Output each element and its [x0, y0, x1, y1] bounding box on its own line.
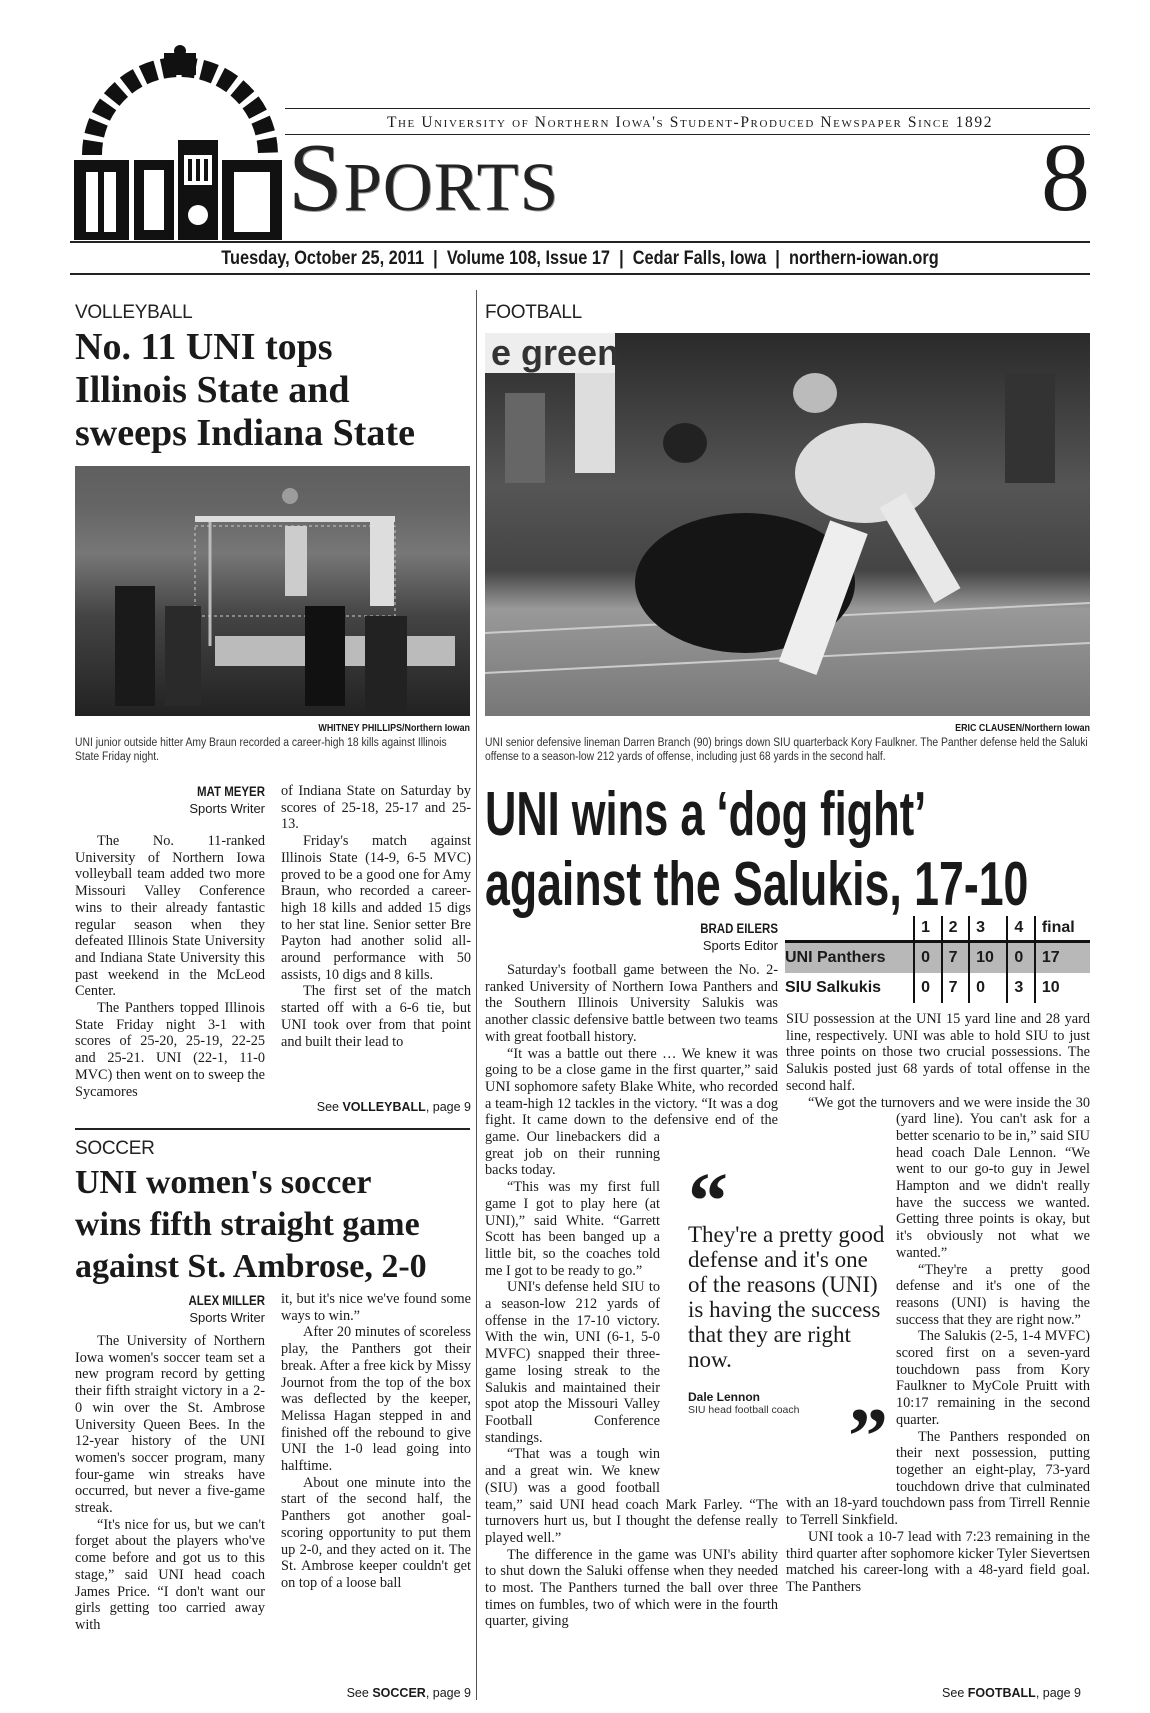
open-quote-icon: “ [688, 1158, 728, 1246]
headline-line: UNI women's soccer [75, 1164, 372, 1201]
photo-credit: WHITNEY PHILLIPS/Northern Iowan [318, 722, 470, 734]
paragraph: it, but it's nice we've found some ways to win.” [281, 1291, 471, 1324]
football-headline [485, 780, 1150, 920]
score-cell: 0 [914, 942, 942, 974]
section-label-football: FOOTBALL [485, 302, 582, 323]
paragraph: The first set of the match started off with a 6-6 tie, but UNI took over from that point and built their lead to [281, 983, 471, 1050]
headline-line: wins fifth straight game [75, 1206, 420, 1243]
score-cell: 7 [942, 942, 970, 974]
author-role: Sports Writer [189, 801, 265, 816]
final-header: final [1035, 916, 1090, 942]
section-title: Sports [288, 124, 560, 232]
paragraph: “They're a pretty good defense and it's one of the reasons (UNI) is having the success that they are right now.” [896, 1261, 1090, 1328]
soccer-column-1 [75, 1333, 265, 1634]
scoreboard [785, 916, 1090, 1003]
headline-line: against the Salukis, 17-10 [485, 850, 1029, 919]
jump-line: See VOLLEYBALL, page 9 [316, 1100, 471, 1114]
football-tackle-image [485, 333, 1090, 716]
close-quote-icon: ” [848, 1393, 888, 1481]
photo-caption: UNI senior defensive lineman Darren Branch (90) brings down SIU quarterback Kory Faulkner. The Panther defense held the Saluki offense to a season-low 212 yards of offense, including just 68 yards in the second half. [485, 737, 1088, 763]
paragraph: Saturday's football game between the No. 2-ranked University of Northern Iowa Panthers and the Southern Illinois University Salukis was another classic defensive battle between two teams with great football history. [485, 962, 778, 1045]
page-number: 8 [1041, 124, 1090, 232]
pull-quote-text: They're a pretty good defense and it's one of the reasons (UNI) is having the success that they are right now. [688, 1222, 885, 1372]
headline-line: against St. Ambrose, 2-0 [75, 1248, 427, 1285]
uni-logo [72, 45, 287, 240]
photo-caption: UNI junior outside hitter Amy Braun recorded a career-high 18 kills against Illinois State Friday night. [75, 737, 447, 763]
author-name: MAT MEYER [197, 784, 265, 799]
paragraph: The Salukis (2-5, 1-4 MVFC) scored first on a seven-yard touchdown pass from Kory Faulkner to MyCole Pruitt with 10:17 remaining in the second quarter. [896, 1328, 1090, 1428]
byline [75, 1292, 265, 1326]
football-photo [485, 333, 1090, 716]
score-cell: 17 [1035, 942, 1090, 974]
paragraph: The difference in the game was UNI's ability to shut down the Saluki offense when they needed to most. The Panthers turned the ball over three times on fumbles, two of which were in the fourth quarter, giving [485, 1546, 778, 1630]
jump-line: See SOCCER, page 9 [346, 1686, 471, 1700]
author-role: Sports Writer [189, 1310, 265, 1325]
volleyball-column-1 [75, 833, 265, 1100]
paragraph: The No. 11-ranked University of Northern Iowa volleyball team added two more Missouri Valley Conference wins to their already fantastic regular season when they defeated Illinois State University and Indiana State University this past weekend in the McLeod Center. [75, 833, 265, 1000]
author-name: BRAD EILERS [700, 921, 778, 936]
paragraph: The Panthers topped Illinois State Friday night 3-1 with scores of 25-20, 25-19, 22-25 and 25-21. UNI (22-1, 11-0 MVC) then went on to sweep the Sycamores [75, 1000, 265, 1100]
volleyball-photo [75, 466, 470, 716]
column-divider [476, 290, 477, 1700]
dateline: Tuesday, October 25, 2011 | Volume 108, Issue 17 | Cedar Falls, Iowa | northern-iowan.org [221, 248, 939, 269]
paragraph: SIU possession at the UNI 15 yard line and 28 yard line, respectively. UNI was able to hold SIU to just three points on those two crucial possessions. The Salukis posted just 68 yards of total offense in the second half. [786, 1011, 1090, 1094]
paragraph: “It's nice for us, but we can't forget about the players who've come before and got us to this stage,” said UNI head coach James Price. “I don't want our girls getting too carried away with [75, 1516, 265, 1633]
pull-quote-name: Dale Lennon [688, 1390, 761, 1404]
team-name: UNI Panthers [785, 942, 914, 974]
paragraph: UNI's defense held SIU to a season-low 212 yards of offense in the 17-10 victory. With the win, UNI (6-1, 5-0 MVFC) snapped their three-game losing streak to the Salukis and maintained their spot atop the Missouri Valley Football Conference standings. [485, 1279, 660, 1446]
paragraph: UNI took a 10-7 lead with 7:23 remaining in the third quarter after sophomore kicker Tyler Sievertsen matched his career-long with a 48-yard field goal. The Panthers [786, 1528, 1090, 1595]
byline [585, 920, 778, 954]
score-cell: 3 [1007, 973, 1035, 1003]
paragraph: of Indiana State on Saturday by scores of 25-18, 25-17 and 25-13. [281, 783, 471, 833]
author-role: Sports Editor [702, 938, 778, 953]
scoreboard-header [785, 916, 1090, 942]
section-label-volleyball: VOLLEYBALL [75, 302, 193, 323]
paragraph: The Panthers responded on their next possession, putting together an eight-play, 73-yard touchdown drive that culminated with an 18-yard touchdown pass from Tirrell Rennie to Terrell Sinkfield. [786, 1428, 1090, 1529]
scoreboard-row [785, 942, 1090, 974]
headline-line: UNI wins a ‘dog fight’ [485, 780, 927, 849]
scoreboard-row [785, 973, 1090, 1003]
quarter-header: 3 [969, 916, 1007, 942]
uni-dome-logo-icon [72, 45, 287, 240]
paragraph: After 20 minutes of scoreless play, the Panthers got their break. After a free kick by Missy Journot from the top of the box was deflected by the keeper, Melissa Hagan stepped in and finished off the rebound to give UNI the 1-0 lead going into halftime. [281, 1324, 471, 1475]
paragraph: The University of Northern Iowa women's soccer team set a new program record by getting their fifth straight victory in a 2-0 win over the St. Ambrose University Queen Bees. In the 12-year history of the UNI women's soccer program, many four-game win streaks have occurred, but never a five-game streak. [75, 1333, 265, 1517]
quarter-header: 1 [914, 916, 942, 942]
score-cell: 10 [1035, 973, 1090, 1003]
jump-line: See FOOTBALL, page 9 [942, 1686, 1081, 1700]
masthead-tagline: The University of Northern Iowa's Student-Produced Newspaper Since 1892 [386, 114, 994, 131]
paragraph: Friday's match against Illinois State (14-9, 6-5 MVC) proved to be a good one for Amy Braun, who recorded a career-high 18 kills and added 15 digs to her stat line. Senior setter Bre Payton had another solid all-around performance with 50 assists, 10 digs and 8 kills. [281, 833, 471, 983]
pull-quote [688, 1158, 888, 1481]
quarter-header: 2 [942, 916, 970, 942]
volleyball-players-image [75, 466, 470, 716]
section-label-soccer: SOCCER [75, 1138, 155, 1159]
volleyball-headline [75, 326, 415, 455]
paragraph: “That was a tough win and a great win. We knew (SIU) was a good football team,” said UNI head coach Mark Farley. “The turnovers hurt us, but I thought the defense really played well.” [485, 1446, 778, 1546]
pull-quote-role: SIU head football coach [688, 1404, 800, 1416]
score-cell: 0 [969, 973, 1007, 1003]
byline [75, 783, 265, 817]
score-cell: 0 [1007, 942, 1035, 974]
score-cell: 0 [914, 973, 942, 1003]
paragraph: About one minute into the start of the second half, the Panthers got another goal-scoring opportunity to put them up 2-0, and they acted on it. The St. Ambrose keeper couldn't get on top of a loose ball [281, 1474, 471, 1591]
author-name: ALEX MILLER [188, 1293, 265, 1308]
paragraph: “It was a battle out there … We knew it was going to be a close game in the first quarter,” said UNI sophomore safety Blake White, who recorded a team-high 12 tackles in the victory. “It was a dog fight. It came down to the defensive end of the game. Our linebackers did a great job on their running backs today. [485, 1045, 778, 1179]
score-cell: 10 [969, 942, 1007, 974]
soccer-column-2 [281, 1291, 471, 1592]
soccer-headline [75, 1162, 427, 1288]
score-cell: 7 [942, 973, 970, 1003]
paragraph: “We got the turnovers and we were inside the 30 (yard line). You can't ask for a better scenario to be in,” said SIU head coach Dale Lennon. “We went to our go-to guy in Jewel Hampton and we didn't really have the success we wanted. Getting three points is okay, but it's obviously not what we wanted.” [808, 1094, 1090, 1261]
team-name: SIU Salkukis [785, 979, 882, 996]
paragraph: “This was my first full game I got to play here (at UNI),” said White. “Garrett Scott has been banged up a little bit, so the coaches told me I got to be ready to go.” [485, 1179, 660, 1279]
photo-credit: ERIC CLAUSEN/Northern Iowan [955, 722, 1090, 734]
quarter-header: 4 [1007, 916, 1035, 942]
headline-line: sweeps Indiana State [75, 412, 415, 454]
headline-line: Illinois State and [75, 369, 350, 411]
volleyball-column-2 [281, 783, 471, 1050]
photo-banner: e green [491, 333, 620, 373]
headline-line: No. 11 UNI tops [75, 326, 333, 368]
